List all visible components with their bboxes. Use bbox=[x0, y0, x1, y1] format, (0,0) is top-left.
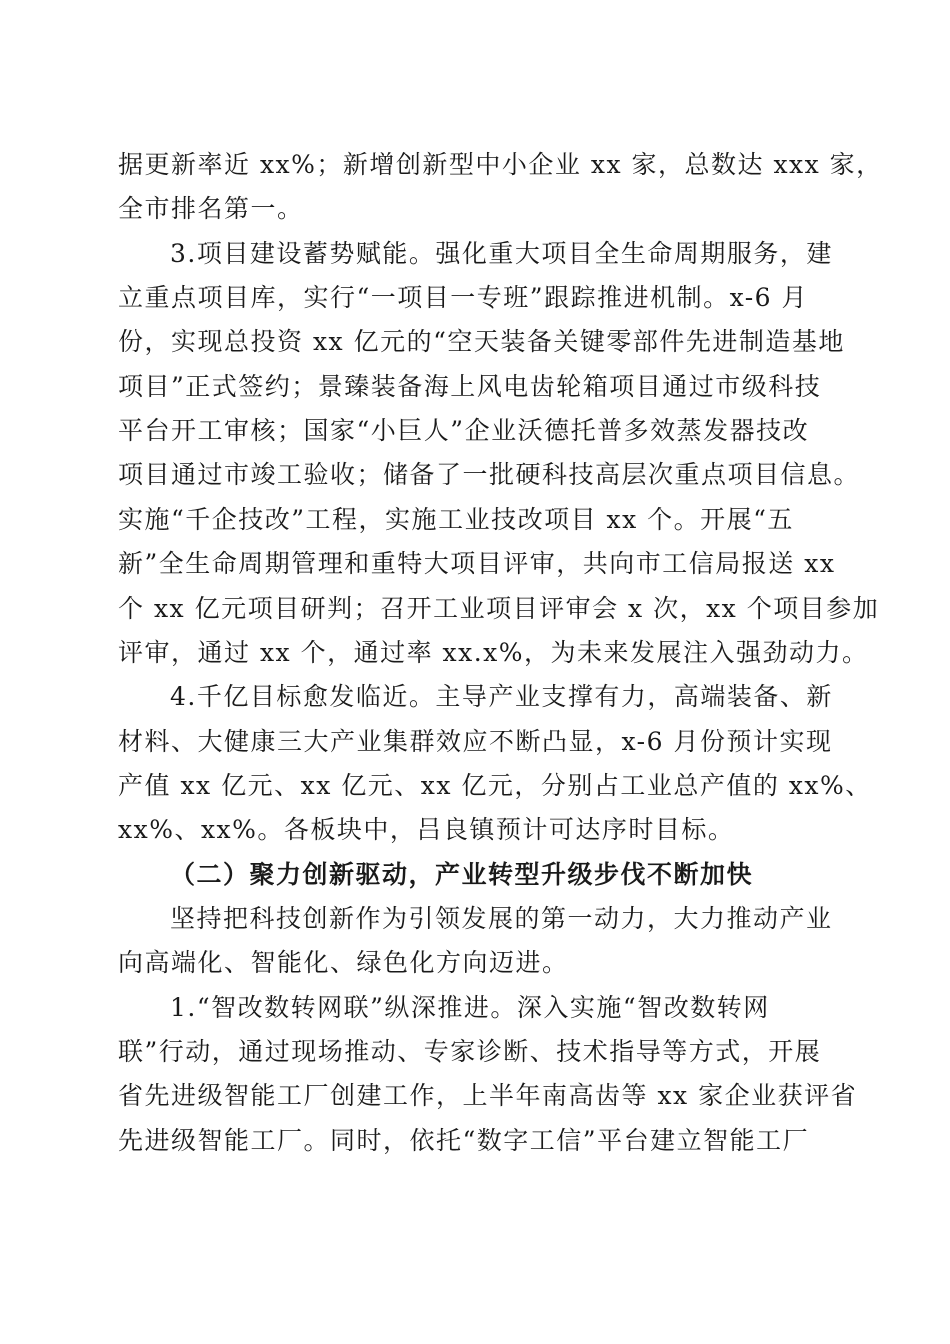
paragraph-line: 1.“智改数转网联”纵深推进。深入实施“智改数转网 bbox=[170, 993, 770, 1022]
paragraph-line: 向高端化、智能化、绿色化方向迈进。 bbox=[118, 948, 569, 977]
paragraph-line: 3.项目建设蓄势赋能。强化重大项目全生命周期服务，建 bbox=[170, 239, 833, 268]
paragraph-line: 项目通过市竣工验收；储备了一批硬科技高层次重点项目信息。 bbox=[118, 460, 861, 489]
paragraph-line: 省先进级智能工厂创建工作，上半年南高齿等 xx 家企业获评省 bbox=[118, 1081, 858, 1110]
paragraph-line: 材料、大健康三大产业集群效应不断凸显，x-6 月份预计实现 bbox=[118, 727, 833, 756]
paragraph-line: 联”行动，通过现场推动、专家诊断、技术指导等方式，开展 bbox=[118, 1037, 822, 1066]
section-heading: （二）聚力创新驱动，产业转型升级步伐不断加快 bbox=[170, 860, 754, 889]
paragraph-line: 项目”正式签约；景臻装备海上风电齿轮箱项目通过市级科技 bbox=[118, 372, 822, 401]
paragraph-line: 实施“千企技改”工程，实施工业技改项目 xx 个。开展“五 bbox=[118, 505, 794, 534]
paragraph-line: 平台开工审核；国家“小巨人”企业沃德托普多效蒸发器技改 bbox=[118, 416, 810, 445]
paragraph-line: 据更新率近 xx%；新增创新型中小企业 xx 家，总数达 xxx 家， bbox=[118, 150, 883, 179]
paragraph-line: 先进级智能工厂。同时，依托“数字工信”平台建立智能工厂 bbox=[118, 1126, 810, 1155]
paragraph-line: 份，实现总投资 xx 亿元的“空天装备关键零部件先进制造基地 bbox=[118, 327, 845, 356]
paragraph-line: xx%、xx%。各板块中，吕良镇预计可达序时目标。 bbox=[118, 815, 735, 844]
paragraph-line: 产值 xx 亿元、xx 亿元、xx 亿元，分别占工业总产值的 xx%、 bbox=[118, 771, 872, 800]
paragraph-line: 立重点项目库，实行“一项目一专班”跟踪推进机制。x-6 月 bbox=[118, 283, 809, 312]
paragraph-line: 新”全生命周期管理和重特大项目评审，共向市工信局报送 xx bbox=[118, 549, 836, 578]
paragraph-line: 评审，通过 xx 个，通过率 xx.x%，为未来发展注入强劲动力。 bbox=[118, 638, 869, 667]
paragraph-line: 坚持把科技创新作为引领发展的第一动力，大力推动产业 bbox=[170, 904, 833, 933]
paragraph-line: 个 xx 亿元项目研判；召开工业项目评审会 x 次，xx 个项目参加 bbox=[118, 594, 880, 623]
paragraph-line: 4.千亿目标愈发临近。主导产业支撑有力，高端装备、新 bbox=[170, 682, 833, 711]
paragraph-line: 全市排名第一。 bbox=[118, 194, 304, 223]
